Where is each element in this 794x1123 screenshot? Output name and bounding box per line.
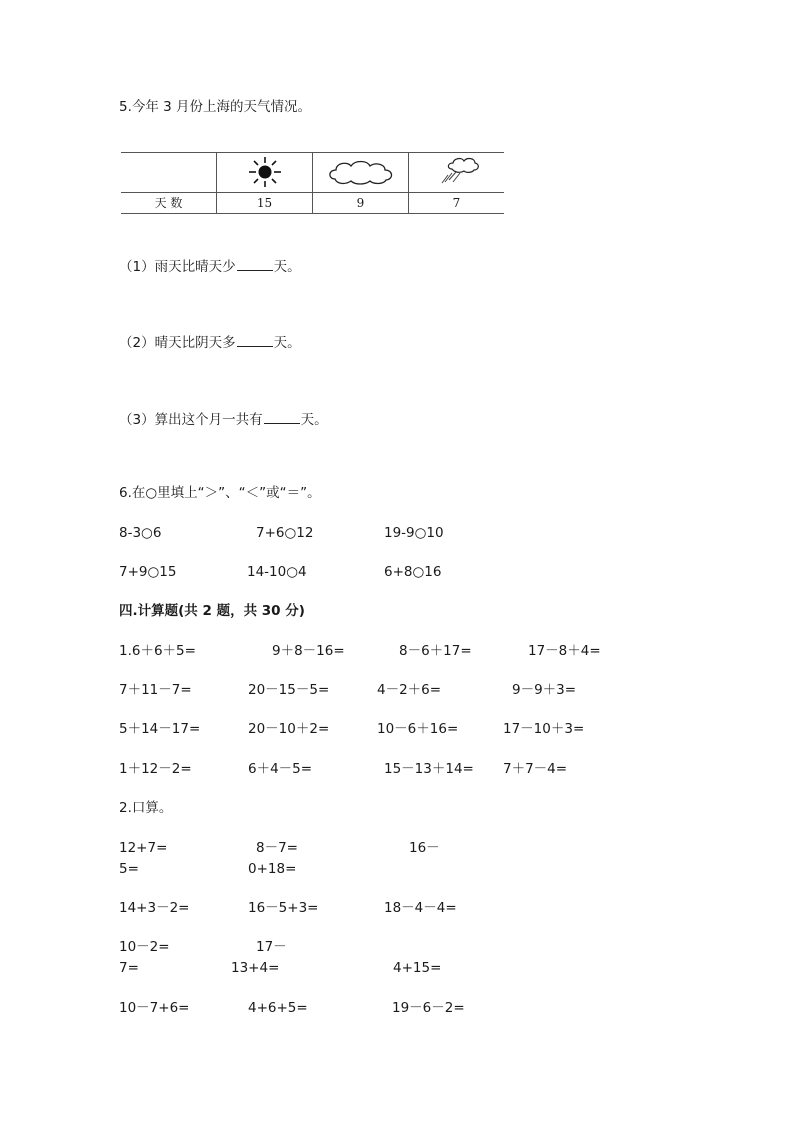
- q6-item: 14-10○4: [247, 564, 307, 580]
- cloud-icon: [313, 154, 408, 190]
- mental-calc-item: 17－: [256, 939, 287, 955]
- calc-item: 15－13＋14=: [384, 761, 474, 777]
- q5-sub-2-prefix: （2）晴天比阴天多: [119, 335, 236, 351]
- mental-calc-item: 12+7=: [119, 840, 168, 856]
- answer-blank[interactable]: [264, 411, 300, 424]
- calc-item: 1.6＋6＋5=: [119, 643, 196, 659]
- q6-title: 6.在○里填上“＞”、“＜”或“＝”。: [119, 485, 321, 501]
- q5-sub-3: [119, 411, 328, 428]
- q5-title: 5.今年 3 月份上海的天气情况。: [119, 99, 312, 115]
- q5-sub-3-suffix: 天。: [300, 412, 328, 428]
- answer-blank[interactable]: [237, 258, 273, 271]
- q5-sub-1-prefix: （1）雨天比晴天少: [119, 259, 236, 275]
- calc-item: 17－10＋3=: [503, 721, 585, 737]
- mental-calc-item: 16－5+3=: [248, 900, 319, 916]
- q6-item: 7+6○12: [256, 525, 314, 541]
- calc-item: 20－10＋2=: [248, 721, 330, 737]
- calc-item: 6＋4－5=: [248, 761, 313, 777]
- mental-calc-item: 4+6+5=: [248, 1000, 308, 1016]
- calc-item: 5＋14－17=: [119, 721, 201, 737]
- q2-title: 2.口算。: [119, 800, 173, 816]
- q6-item: 19-9○10: [384, 525, 444, 541]
- mental-calc-item: 18－4－4=: [384, 900, 457, 916]
- rainy-days-value: 7: [452, 196, 461, 210]
- calc-item: 8－6＋17=: [399, 643, 472, 659]
- calc-item: 7＋11－7=: [119, 682, 192, 698]
- weather-table: [121, 152, 504, 214]
- q5-sub-2: [119, 334, 301, 351]
- q5-sub-3-prefix: （3）算出这个月一共有: [119, 412, 263, 428]
- calc-item: 9－9＋3=: [512, 682, 577, 698]
- rain-icon: [409, 154, 504, 190]
- mental-calc-item: 4+15=: [393, 960, 442, 976]
- calc-item: 4－2＋6=: [377, 682, 442, 698]
- q6-item: 8-3○6: [119, 525, 162, 541]
- q6-item: 7+9○15: [119, 564, 177, 580]
- sunny-days-value: 15: [256, 196, 273, 210]
- calc-item: 1＋12－2=: [119, 761, 192, 777]
- cloudy-days-value: 9: [356, 196, 365, 210]
- sun-icon: [217, 154, 312, 190]
- q5-sub-2-suffix: 天。: [273, 335, 301, 351]
- mental-calc-item: 13+4=: [231, 960, 280, 976]
- calc-item: 17－8＋4=: [528, 643, 601, 659]
- mental-calc-item: 8－7=: [256, 840, 298, 856]
- q6-item: 6+8○16: [384, 564, 442, 580]
- mental-calc-item: 7=: [119, 960, 139, 976]
- mental-calc-item: 10－2=: [119, 939, 170, 955]
- mental-calc-item: 16－: [409, 840, 440, 856]
- mental-calc-item: 0+18=: [248, 861, 297, 877]
- mental-calc-item: 19－6－2=: [392, 1000, 465, 1016]
- calc-item: 20－15－5=: [248, 682, 330, 698]
- mental-calc-item: 10－7+6=: [119, 1000, 190, 1016]
- row-label: 天 数: [154, 196, 183, 210]
- calc-item: 10－6＋16=: [377, 721, 459, 737]
- q5-sub-1: [119, 258, 301, 275]
- mental-calc-item: 14+3－2=: [119, 900, 190, 916]
- calc-item: 7＋7－4=: [503, 761, 568, 777]
- mental-calc-item: 5=: [119, 861, 139, 877]
- q5-sub-1-suffix: 天。: [273, 259, 301, 275]
- answer-blank[interactable]: [237, 334, 273, 347]
- section4-title: 四.计算题(共 2 题，共 30 分): [119, 603, 305, 619]
- calc-item: 9＋8－16=: [272, 643, 345, 659]
